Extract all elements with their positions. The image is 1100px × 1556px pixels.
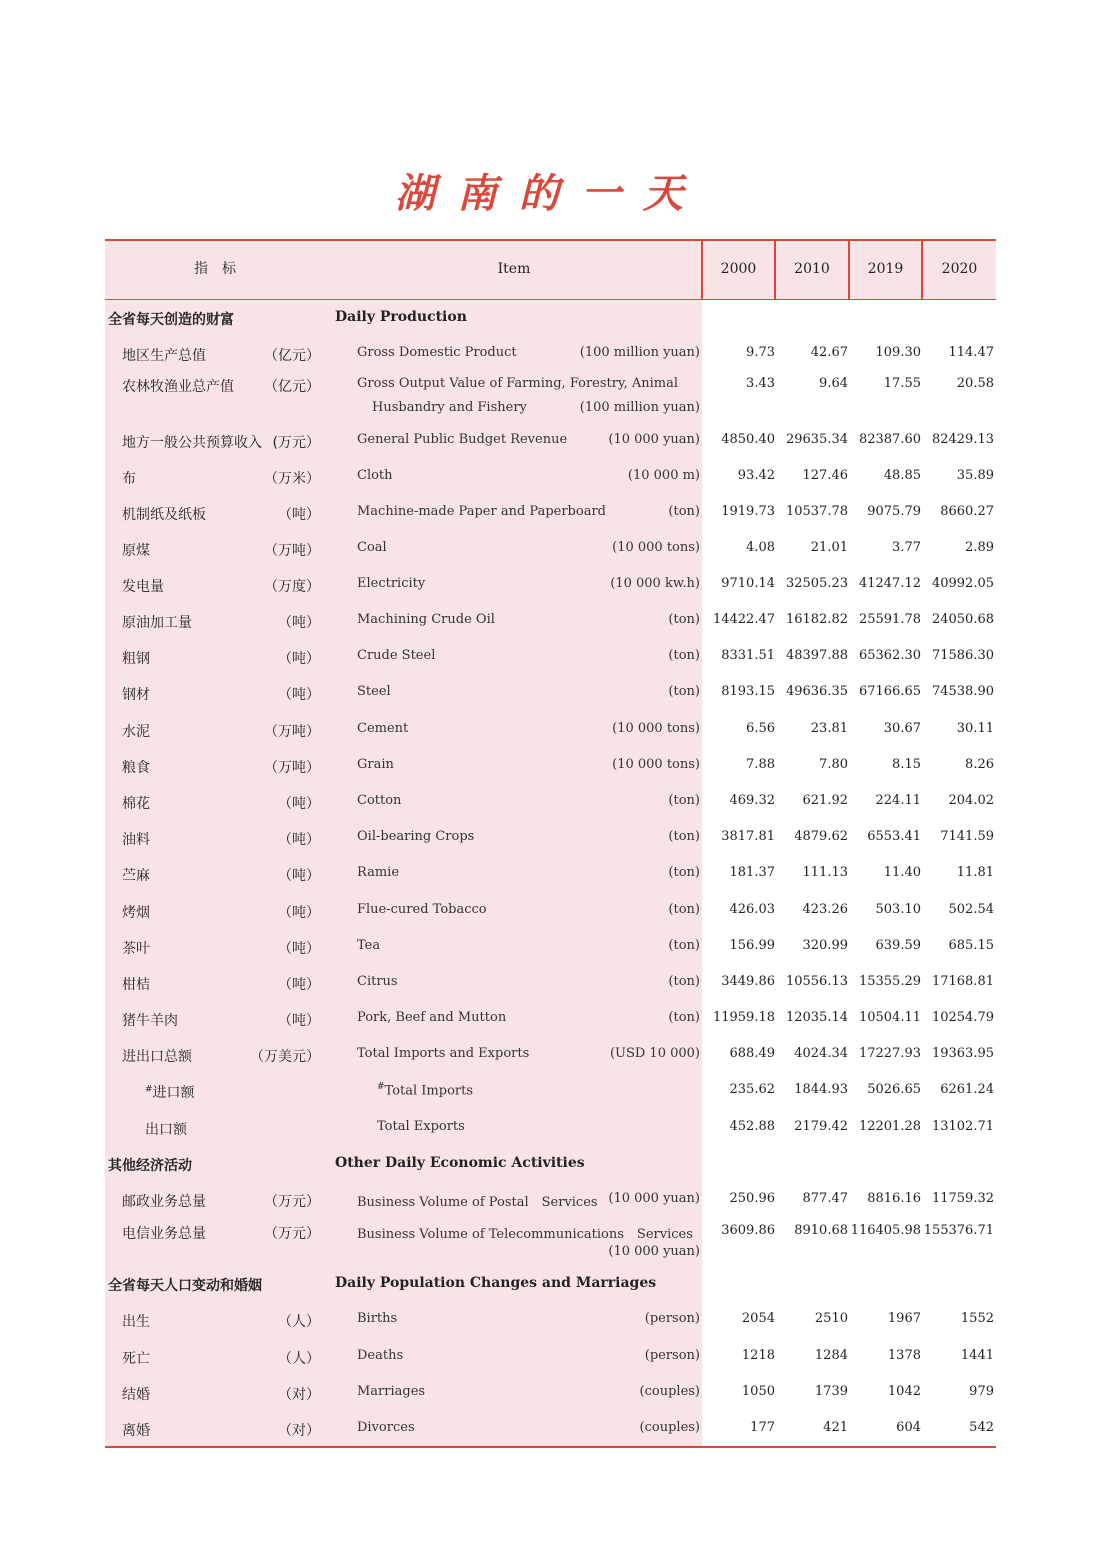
row-label-en: Oil-bearing Crops [357, 829, 475, 844]
row-unit-en: (ton) [668, 902, 700, 917]
table-row [105, 1384, 996, 1424]
row-label-en: Ramie [357, 865, 400, 880]
table-row [105, 865, 996, 905]
value-cell: 3609.86 [721, 1223, 775, 1238]
row-label-cn: 苎麻 [122, 868, 150, 884]
value-cell: 127.46 [802, 468, 848, 483]
value-cell: 469.32 [729, 793, 775, 808]
row-unit-cn: （亿元） [264, 379, 320, 395]
row-label-en-line2: Husbandry and Fishery [372, 400, 527, 415]
row-unit-cn: （万吨） [264, 724, 320, 740]
row-unit-cn: （万美元） [250, 1049, 320, 1065]
value-cell: 235.62 [729, 1082, 775, 1097]
value-cell: 1378 [887, 1348, 921, 1363]
row-unit-en: (10 000 tons) [612, 540, 700, 555]
row-unit-cn: （亿元） [264, 348, 320, 364]
table-row [105, 829, 996, 869]
value-cell: 320.99 [802, 938, 848, 953]
table-row [105, 540, 996, 580]
value-cell: 4879.62 [794, 829, 848, 844]
table-row [105, 576, 996, 616]
value-cell: 2179.42 [794, 1119, 848, 1134]
value-cell: 17227.93 [858, 1046, 921, 1061]
row-label-en: Gross Domestic Product [357, 345, 517, 360]
row-unit-cn: （万吨） [264, 543, 320, 559]
value-cell: 503.10 [875, 902, 921, 917]
value-cell: 114.47 [948, 345, 994, 360]
value-cell: 65362.30 [858, 648, 921, 663]
value-cell: 10556.13 [785, 974, 848, 989]
value-cell: 452.88 [729, 1119, 775, 1134]
section-title-en: Daily Population Changes and Marriages [335, 1275, 657, 1291]
value-cell: 621.92 [802, 793, 848, 808]
row-label-cn: 地区生产总值 [122, 348, 206, 364]
row-label-cn: 出口额 [145, 1122, 187, 1138]
value-cell: 4.08 [746, 540, 775, 555]
section-title-en: Daily Production [335, 309, 467, 325]
row-label-en: Tea [357, 938, 381, 953]
value-cell: 8331.51 [721, 648, 775, 663]
value-cell: 17168.81 [931, 974, 994, 989]
row-label-en: General Public Budget Revenue [357, 432, 568, 447]
section-heading [105, 309, 996, 329]
row-unit-en: (person) [644, 1311, 700, 1326]
value-cell: 204.02 [948, 793, 994, 808]
value-cell: 35.89 [956, 468, 994, 483]
value-cell: 42.67 [810, 345, 848, 360]
value-cell: 8.26 [965, 757, 994, 772]
value-cell: 1441 [960, 1348, 994, 1363]
value-cell: 9710.14 [721, 576, 775, 591]
row-unit-en: (10 000 yuan) [608, 432, 700, 447]
value-cell: 74538.90 [931, 684, 994, 699]
row-unit-en: (ton) [668, 865, 700, 880]
value-cell: 15355.29 [858, 974, 921, 989]
row-unit-cn: (万元） [272, 435, 320, 451]
value-cell: 48397.88 [785, 648, 848, 663]
row-label-en: Marriages [357, 1384, 426, 1399]
row-unit-cn: （对） [278, 1423, 320, 1439]
row-label-en: Grain [357, 757, 394, 772]
value-cell: 604 [896, 1420, 921, 1435]
value-cell: 10537.78 [785, 504, 848, 519]
table-row [105, 1223, 996, 1263]
row-label-cn: 离婚 [122, 1423, 150, 1439]
row-unit-cn: （万吨） [264, 760, 320, 776]
section-title-cn: 全省每天人口变动和婚姻 [108, 1278, 262, 1294]
value-cell: 6.56 [746, 721, 775, 736]
row-label-en: Cotton [357, 793, 402, 808]
value-cell: 7141.59 [940, 829, 994, 844]
row-unit-en: (10 000 tons) [612, 721, 700, 736]
table-row [105, 1046, 996, 1086]
row-label-cn: 死亡 [122, 1351, 150, 1367]
value-cell: 30.11 [956, 721, 994, 736]
header-year-2020: 2020 [941, 261, 978, 277]
row-unit-cn: （吨） [278, 977, 320, 993]
row-label-en: Coal [357, 540, 387, 555]
row-label-cn: 猪牛羊肉 [122, 1013, 178, 1029]
value-cell: 421 [823, 1420, 848, 1435]
row-label-cn: 邮政业务总量 [122, 1194, 206, 1210]
value-cell: 8910.68 [794, 1223, 848, 1238]
row-label-cn: 进出口总额 [122, 1049, 192, 1065]
table-row [105, 468, 996, 508]
value-cell: 10504.11 [858, 1010, 921, 1025]
value-cell: 3817.81 [721, 829, 775, 844]
value-cell: 1967 [887, 1311, 921, 1326]
section-title-cn: 其他经济活动 [108, 1158, 192, 1174]
value-cell: 25591.78 [858, 612, 921, 627]
row-unit-en: (10 000 yuan) [608, 1191, 700, 1206]
table-row [105, 504, 996, 544]
value-cell: 32505.23 [785, 576, 848, 591]
row-unit-cn: （吨） [278, 868, 320, 884]
row-label-cn: 电信业务总量 [122, 1226, 206, 1242]
value-cell: 6261.24 [940, 1082, 994, 1097]
row-label-cn: 粗钢 [122, 651, 150, 667]
row-label-en: Electricity [357, 576, 426, 591]
value-cell: 8816.16 [867, 1191, 921, 1206]
table-row [105, 432, 996, 472]
value-cell: 11959.18 [712, 1010, 775, 1025]
table-row [105, 721, 996, 761]
row-unit-en: (ton) [668, 793, 700, 808]
value-cell: 2054 [741, 1311, 775, 1326]
section-title-en: Other Daily Economic Activities [335, 1155, 585, 1171]
value-cell: 3.43 [746, 376, 775, 391]
value-cell: 9075.79 [867, 504, 921, 519]
row-label-en: Cement [357, 721, 409, 736]
value-cell: 1218 [741, 1348, 775, 1363]
value-cell: 250.96 [729, 1191, 775, 1206]
value-cell: 8660.27 [940, 504, 994, 519]
row-label-en: Total Exports [377, 1119, 465, 1134]
value-cell: 224.11 [875, 793, 921, 808]
table-row [105, 757, 996, 797]
row-label-en: Crude Steel [357, 648, 436, 663]
value-cell: 7.88 [746, 757, 775, 772]
table-row [105, 1010, 996, 1050]
row-label-en: Machining Crude Oil [357, 612, 495, 627]
row-unit-en: (100 million yuan) [579, 345, 700, 360]
row-unit-cn: （吨） [278, 1013, 320, 1029]
table-row [105, 902, 996, 942]
row-unit-cn: （吨） [278, 832, 320, 848]
row-label-en: #Total Imports [377, 1082, 474, 1099]
row-unit-en: (USD 10 000) [609, 1046, 700, 1061]
table-row [105, 1420, 996, 1460]
value-cell: 3.77 [892, 540, 921, 555]
value-cell: 9.64 [819, 376, 848, 391]
row-label-en: Births [357, 1311, 398, 1326]
value-cell: 1552 [960, 1311, 994, 1326]
row-unit-cn: （万元） [264, 1194, 320, 1210]
row-label-cn: 烤烟 [122, 905, 150, 921]
row-unit-en: (ton) [668, 829, 700, 844]
value-cell: 21.01 [810, 540, 848, 555]
value-cell: 9.73 [746, 345, 775, 360]
row-unit-en: (ton) [668, 648, 700, 663]
value-cell: 111.13 [802, 865, 848, 880]
value-cell: 4850.40 [721, 432, 775, 447]
value-cell: 1739 [814, 1384, 848, 1399]
value-cell: 23.81 [810, 721, 848, 736]
value-cell: 67166.65 [858, 684, 921, 699]
row-unit-cn: （吨） [278, 941, 320, 957]
row-label-cn: 结婚 [122, 1387, 150, 1403]
value-cell: 155376.71 [923, 1223, 994, 1238]
value-cell: 685.15 [948, 938, 994, 953]
row-unit-cn: （人） [278, 1351, 320, 1367]
value-cell: 6553.41 [867, 829, 921, 844]
value-cell: 423.26 [802, 902, 848, 917]
row-label-en: Total Imports and Exports [357, 1046, 530, 1061]
row-unit-en: (couples) [639, 1420, 700, 1435]
value-cell: 17.55 [883, 376, 921, 391]
row-label-cn: 粮食 [122, 760, 150, 776]
value-cell: 40992.05 [931, 576, 994, 591]
row-label-en: Business Volume of Telecommunications Services [357, 1227, 693, 1242]
header-year-2000: 2000 [720, 261, 757, 277]
row-label-en: Citrus [357, 974, 398, 989]
table-row [105, 1082, 996, 1122]
value-cell: 639.59 [875, 938, 921, 953]
table-row [105, 1311, 996, 1351]
footnote-mark: # [377, 1082, 385, 1092]
row-label-en: Steel [357, 684, 391, 699]
value-cell: 2510 [814, 1311, 848, 1326]
value-cell: 12201.28 [858, 1119, 921, 1134]
row-unit-en: (ton) [668, 938, 700, 953]
row-unit-cn: （吨） [278, 615, 320, 631]
value-cell: 16182.82 [785, 612, 848, 627]
value-cell: 13102.71 [931, 1119, 994, 1134]
row-label-cn: 原煤 [122, 543, 150, 559]
row-label-cn: 机制纸及纸板 [122, 507, 206, 523]
value-cell: 181.37 [729, 865, 775, 880]
value-cell: 1284 [814, 1348, 848, 1363]
value-cell: 109.30 [875, 345, 921, 360]
statistics-table [105, 239, 996, 1448]
value-cell: 5026.65 [867, 1082, 921, 1097]
row-unit-en: (ton) [668, 974, 700, 989]
row-label-cn: #进口额 [145, 1084, 195, 1101]
row-unit-en: (ton) [668, 684, 700, 699]
row-label-en: Machine-made Paper and Paperboard [357, 504, 606, 519]
value-cell: 8193.15 [721, 684, 775, 699]
row-unit-cn: （吨） [278, 651, 320, 667]
row-unit-cn: （万度） [264, 579, 320, 595]
value-cell: 979 [969, 1384, 994, 1399]
value-cell: 10254.79 [931, 1010, 994, 1025]
page-title: 湖南的一天 [395, 170, 705, 217]
value-cell: 877.47 [802, 1191, 848, 1206]
value-cell: 29635.34 [785, 432, 848, 447]
row-label-cn: 水泥 [122, 724, 150, 740]
value-cell: 30.67 [883, 721, 921, 736]
header-year-2010: 2010 [794, 261, 830, 277]
value-cell: 24050.68 [931, 612, 994, 627]
header-item: Item [497, 261, 531, 277]
row-label-cn: 棉花 [122, 796, 150, 812]
table-row [105, 1348, 996, 1388]
value-cell: 49636.35 [785, 684, 848, 699]
row-unit-en: (ton) [668, 504, 700, 519]
row-label-en: Pork, Beef and Mutton [357, 1010, 507, 1025]
value-cell: 8.15 [892, 757, 921, 772]
row-label-en: Deaths [357, 1348, 404, 1363]
value-cell: 12035.14 [785, 1010, 848, 1025]
row-label-cn: 出生 [122, 1314, 150, 1330]
row-label-cn: 茶叶 [122, 941, 150, 957]
row-unit-en: (100 million yuan) [579, 400, 700, 415]
row-label-cn: 油料 [122, 832, 150, 848]
table-row [105, 684, 996, 724]
row-unit-en: (ton) [668, 612, 700, 627]
value-cell: 426.03 [729, 902, 775, 917]
value-cell: 1042 [887, 1384, 921, 1399]
value-cell: 1919.73 [721, 504, 775, 519]
table-row [105, 938, 996, 978]
value-cell: 11.81 [956, 865, 994, 880]
value-cell: 4024.34 [794, 1046, 848, 1061]
value-cell: 116405.98 [850, 1223, 921, 1238]
value-cell: 82429.13 [931, 432, 994, 447]
table-row [105, 793, 996, 833]
row-label-cn: 发电量 [122, 579, 164, 595]
value-cell: 502.54 [948, 902, 994, 917]
row-label-en: Flue-cured Tobacco [357, 902, 487, 917]
value-cell: 11.40 [883, 865, 921, 880]
value-cell: 1844.93 [794, 1082, 848, 1097]
value-cell: 7.80 [819, 757, 848, 772]
row-unit-en: (10 000 yuan) [608, 1244, 700, 1259]
row-unit-cn: （万米） [264, 471, 320, 487]
row-unit-cn: （对） [278, 1387, 320, 1403]
row-label-cn: 柑桔 [122, 977, 150, 993]
table-row [105, 1119, 996, 1159]
row-unit-en: (10 000 m) [627, 468, 700, 483]
row-label-en: Gross Output Value of Farming, Forestry, Animal [357, 376, 679, 391]
table-row [105, 648, 996, 688]
value-cell: 48.85 [883, 468, 921, 483]
row-unit-en: (ton) [668, 1010, 700, 1025]
value-cell: 688.49 [729, 1046, 775, 1061]
value-cell: 82387.60 [858, 432, 921, 447]
row-unit-en: (10 000 tons) [612, 757, 700, 772]
row-label-cn: 钢材 [122, 687, 150, 703]
value-cell: 19363.95 [931, 1046, 994, 1061]
value-cell: 41247.12 [858, 576, 921, 591]
value-cell: 71586.30 [931, 648, 994, 663]
row-unit-cn: （吨） [278, 687, 320, 703]
value-cell: 1050 [741, 1384, 775, 1399]
table-row [105, 974, 996, 1014]
section-heading [105, 1275, 996, 1295]
row-label-cn: 农林牧渔业总产值 [122, 379, 234, 395]
row-label-cn: 布 [122, 471, 136, 487]
row-unit-cn: （万元） [264, 1226, 320, 1242]
header-year-2019: 2019 [867, 261, 904, 277]
value-cell: 20.58 [956, 376, 994, 391]
row-label-cn: 原油加工量 [122, 615, 192, 631]
row-unit-en: (10 000 kw.h) [610, 576, 700, 591]
row-unit-cn: （吨） [278, 905, 320, 921]
row-label-en: Divorces [357, 1420, 415, 1435]
value-cell: 177 [750, 1420, 775, 1435]
value-cell: 2.89 [965, 540, 994, 555]
section-heading [105, 1155, 996, 1175]
section-title-cn: 全省每天创造的财富 [108, 312, 234, 328]
row-unit-cn: （吨） [278, 796, 320, 812]
row-unit-en: (person) [644, 1348, 700, 1363]
table-row [105, 376, 996, 416]
table-row [105, 612, 996, 652]
value-cell: 14422.47 [712, 612, 775, 627]
row-unit-cn: （人） [278, 1314, 320, 1330]
value-cell: 3449.86 [721, 974, 775, 989]
value-cell: 93.42 [737, 468, 775, 483]
header-indicator: 指 标 [194, 261, 236, 277]
value-cell: 542 [969, 1420, 994, 1435]
row-unit-en: (couples) [639, 1384, 700, 1399]
value-cell: 11759.32 [931, 1191, 994, 1206]
footnote-mark: # [145, 1084, 153, 1095]
value-cell: 156.99 [729, 938, 775, 953]
row-unit-cn: （吨） [278, 507, 320, 523]
row-label-cn: 地方一般公共预算收入 [122, 435, 262, 451]
row-label-en: Business Volume of Postal Services [357, 1195, 598, 1210]
row-label-en: Cloth [357, 468, 393, 483]
